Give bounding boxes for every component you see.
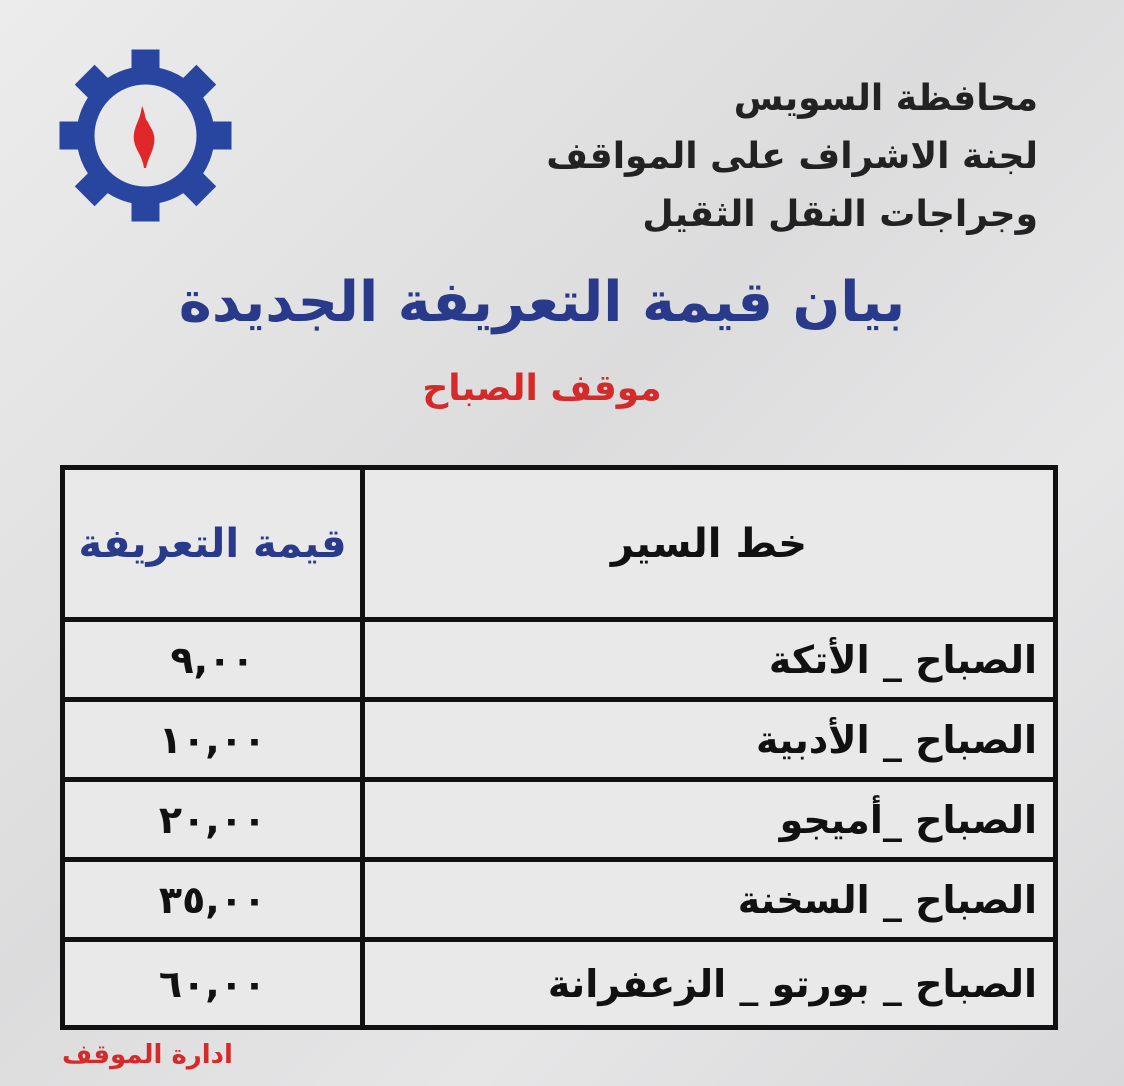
gear-flame-logo-icon [58, 48, 233, 223]
price-cell: ٢٠,٠٠ [63, 780, 363, 860]
price-cell: ٣٥,٠٠ [63, 860, 363, 940]
price-cell: ١٠,٠٠ [63, 700, 363, 780]
org-line: وجراجات النقل الثقيل [642, 194, 1038, 235]
route-cell: الصباح _ بورتو _ الزعفرانة [363, 940, 1056, 1028]
table-row [63, 940, 1056, 1028]
table-row [63, 620, 1056, 700]
route-cell: الصباح _أميجو [363, 780, 1056, 860]
table-row [63, 700, 1056, 780]
route-cell: الصباح _ الأدبية [363, 700, 1056, 780]
price-cell: ٩,٠٠ [63, 620, 363, 700]
page-subtitle: موقف الصباح [422, 368, 662, 409]
tariff-table [60, 465, 1058, 1030]
route-cell: الصباح _ السخنة [363, 860, 1056, 940]
table-header-row [63, 468, 1056, 620]
table-row [63, 860, 1056, 940]
table-row [63, 780, 1056, 860]
route-header: خط السير [363, 468, 1056, 620]
price-header: قيمة التعريفة [63, 468, 363, 620]
page-title: بيان قيمة التعريفة الجديدة [178, 270, 906, 335]
footer-signature: ادارة الموقف [62, 1040, 233, 1070]
organization-header [546, 70, 1038, 244]
price-cell: ٦٠,٠٠ [63, 940, 363, 1028]
org-line: محافظة السويس [733, 78, 1038, 119]
route-cell: الصباح _ الأتكة [363, 620, 1056, 700]
org-line: لجنة الاشراف على المواقف [546, 136, 1038, 177]
